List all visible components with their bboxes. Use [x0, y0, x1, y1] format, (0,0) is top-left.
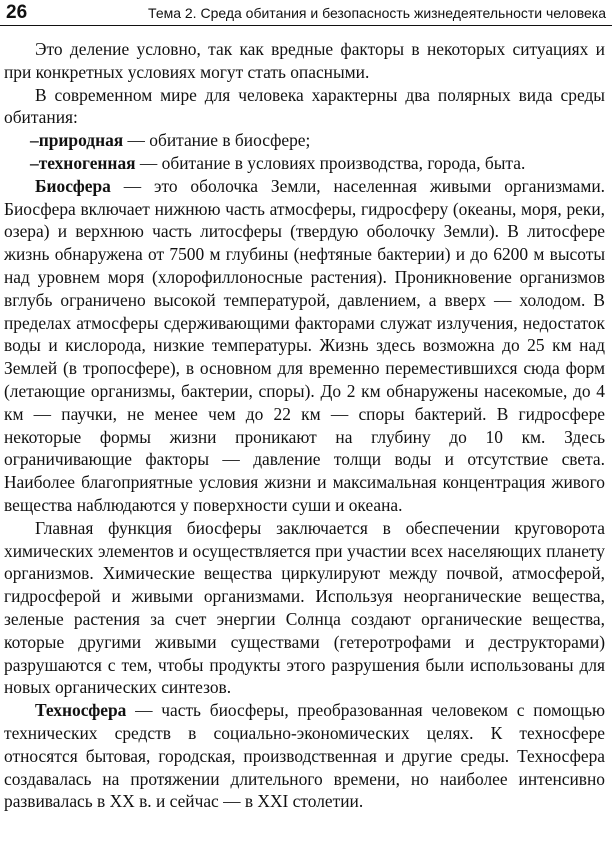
- list-item-natural: [4, 129, 605, 152]
- header-rule: [0, 25, 612, 26]
- list-item-text: — обитание в биосфере;: [123, 130, 311, 151]
- page-header: [0, 0, 612, 30]
- paragraph-biosphere: [4, 175, 605, 517]
- page-number: 26: [6, 2, 28, 23]
- paragraph-habitat-types: В современном мире для человека характерны два полярных вида среды обитания:: [4, 84, 605, 128]
- term-technogenic: техногенная: [38, 152, 136, 173]
- term-technosphere: Техносфера: [35, 700, 127, 721]
- technosphere-definition: — часть биосферы, преобразованная человеком с помощью технических средств в социально-экономических целях. К техносфере относятся бытовая, городская, производственная и другие среды. Техносфера создавалась на протяжении длительного времени, но наиболее интенсивно развивалась в XX в. и сейчас — в XXI столетии.: [4, 700, 605, 812]
- term-natural: природная: [38, 130, 124, 151]
- page-body: [4, 38, 605, 813]
- list-item-technogenic: [4, 152, 605, 175]
- paragraph-technosphere: [4, 699, 605, 813]
- term-biosphere: Биосфера: [35, 175, 111, 196]
- paragraph-biosphere-function: Главная функция биосферы заключается в обеспечении круговорота химических элементов и осуществляется при участии всех населяющих планету организмов. Химические вещества циркулируют между почвой, атмосферой, гидросферой и живыми организмами. Используя неорганические вещества, зеленые растения за счет энергии Солнца создают органические вещества, которые другими живыми существами (гетеротрофами и деструкторами) разрушаются с тем, чтобы продукты этого разрушения были использованы для новых органических синтезов.: [4, 517, 605, 698]
- list-dash: –: [30, 130, 39, 151]
- list-item-text: — обитание в условиях производства, города, быта.: [135, 152, 526, 173]
- list-dash: –: [30, 152, 39, 173]
- biosphere-definition: — это оболочка Земли, населенная живыми организмами. Биосфера включает нижнюю часть атмосферы, гидросферу (океаны, моря, реки, озера) и верхнюю часть литосферы (твердую оболочку Земли). В литосфере жизнь обнаружена от 7500 м глубины (нефтяные бактерии) и до 6200 м высоты над уровнем моря (хлорофиллоносные растения). Проникновение организмов вглубь ограничено высокой температурой, давлением, а вверх — холодом. В пределах атмосферы сдерживающими факторами служат излучения, недостаток воды и кислорода, низкие температуры. Жизнь здесь возможна до 25 км над Землей (в тропосфере), в основном для временно переместившихся сюда форм (летающие организмы, бактерии, споры). До 2 км обнаружены насекомые, до 4 км — паучки, не менее чем до 22 км — споры бактерий. В гидросфере некоторые формы жизни проникают на глубину до 10 км. Здесь ограничивающие факторы — давление толщи воды и отсутствие света. Наиболее благоприятные условия жизни и максимальная концентрация живого вещества наблюдаются у поверхности суши и океана.: [4, 175, 605, 515]
- paragraph-division-note: Это деление условно, так как вредные факторы в некоторых ситуациях и при конкретных условиях могут стать опасными.: [4, 39, 605, 82]
- running-title: Тема 2. Среда обитания и безопасность жизнедеятельности человека: [148, 5, 606, 21]
